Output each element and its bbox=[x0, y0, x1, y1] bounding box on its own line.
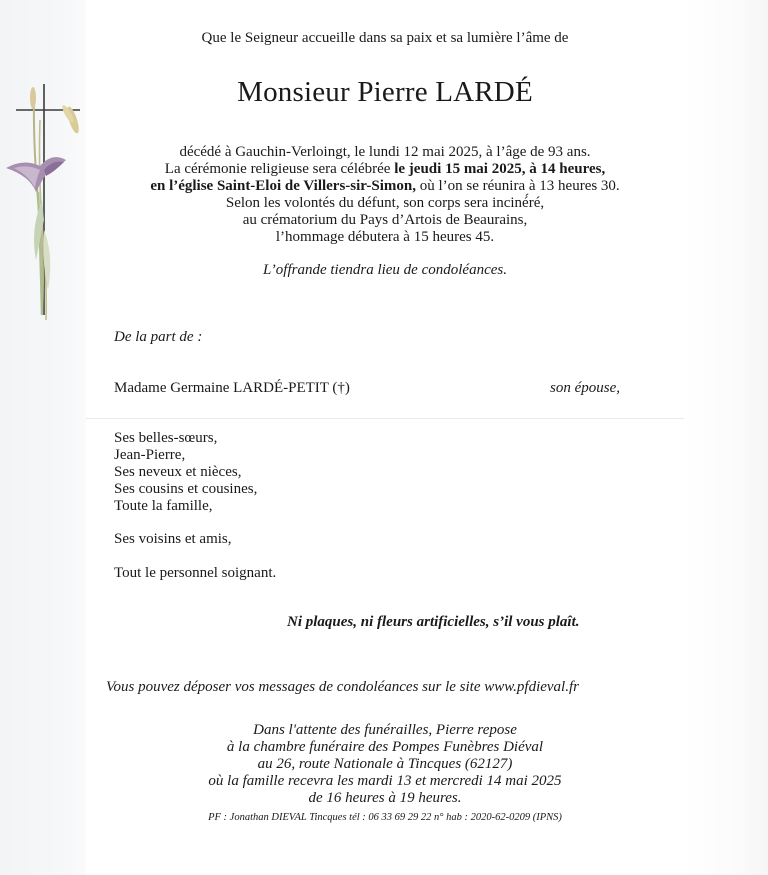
rest-line: Dans l'attente des funérailles, Pierre repose bbox=[253, 722, 517, 738]
rest-line: à la chambre funéraire des Pompes Funèbres Diéval bbox=[226, 739, 544, 755]
deceased-name: Monsieur Pierre LARDÉ bbox=[237, 76, 533, 108]
rest-line: au 26, route Nationale à Tincques (62127) bbox=[257, 756, 513, 772]
spouse-name: Madame Germaine LARDÉ-PETIT (†) bbox=[114, 380, 350, 396]
announcement-line-6: l’hommage débutera à 15 heures 45. bbox=[275, 229, 495, 245]
announcement-line-4: Selon les volontés du défunt, son corps sera inciné́ré, bbox=[225, 195, 545, 211]
spouse-role: son épouse, bbox=[550, 380, 620, 396]
no-flowers-note: Ni plaques, ni fleurs artificielles, s’il vous plaît. bbox=[287, 614, 580, 630]
rest-line: où la famille recevra les mardi 13 et mercredi 14 mai 2025 bbox=[208, 773, 562, 789]
rest-line: de 16 heures à 19 heures. bbox=[308, 790, 462, 806]
announcement-line-3 bbox=[90, 178, 680, 195]
family-line: Toute la famille, bbox=[114, 498, 213, 514]
church-name: en l’église Saint-Eloi de Villers-sir-Simon, bbox=[150, 178, 416, 194]
intro-line: Que le Seigneur accueille dans sa paix et sa lumière l’âme de bbox=[201, 30, 569, 46]
funeral-home-footer: PF : Jonathan DIEVAL Tincques tél : 06 33 69 29 22 n° hab : 2020-62-0209 (IPNS) bbox=[208, 812, 562, 823]
family-line: Jean-Pierre, bbox=[114, 447, 186, 463]
family-line: Ses belles-sœurs, bbox=[114, 430, 218, 446]
scan-edge-shadow bbox=[686, 0, 768, 875]
cross-lily-icon bbox=[0, 80, 90, 325]
ceremony-text: La cérémonie religieuse sera célébrée bbox=[164, 161, 395, 177]
from-label: De la part de : bbox=[114, 329, 203, 345]
ceremony-date: le jeudi 15 mai 2025, à 14 heures, bbox=[394, 161, 606, 177]
condolences-note: Vous pouvez déposer vos messages de condoléances sur le site www.pfdieval.fr bbox=[106, 679, 579, 695]
meeting-time: où l’on se réunira à 13 heures 30. bbox=[416, 178, 620, 194]
family-line: Ses neveux et nièces, bbox=[114, 464, 242, 480]
staff-line: Tout le personnel soignant. bbox=[114, 565, 277, 581]
offering-note: L’offrande tiendra lieu de condoléances. bbox=[263, 262, 507, 278]
announcement-line-1: décédé à Gauchin-Verloingt, le lundi 12 mai 2025, à l’âge de 93 ans. bbox=[179, 144, 591, 160]
announcement-line-5: au crématorium du Pays d’Artois de Beaurains, bbox=[242, 212, 528, 228]
fold-line bbox=[86, 418, 684, 419]
family-line: Ses cousins et cousines, bbox=[114, 481, 258, 497]
announcement-line-2 bbox=[90, 161, 680, 178]
neighbors-line: Ses voisins et amis, bbox=[114, 531, 232, 547]
